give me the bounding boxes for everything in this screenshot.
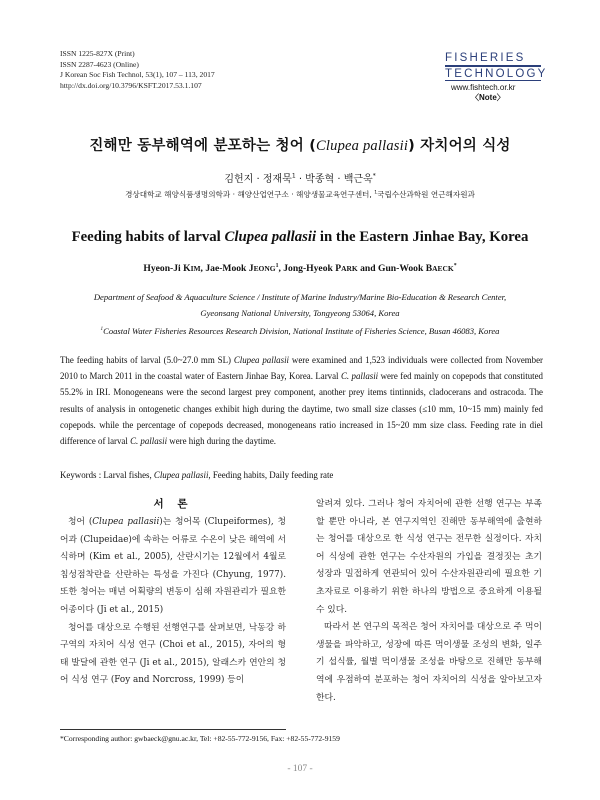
footnote-divider <box>60 729 286 730</box>
body-column-left <box>60 514 286 690</box>
korean-authors-part1: 김헌지 · 정재묵 <box>224 174 292 185</box>
korean-affiliation-sup: 1 <box>374 190 378 196</box>
abstract <box>60 352 543 449</box>
korean-affiliation-part1: 경상대학교 해양식품생명의학과 · 해양산업연구소 · 해양생물교육연구센터, <box>125 190 375 199</box>
keyword-2: Clupea pallasii <box>153 470 209 480</box>
author4-first: Gun-Wook <box>377 263 426 275</box>
english-affiliation <box>40 289 560 339</box>
english-affiliation-line3-wrap <box>40 321 560 339</box>
korean-authors <box>0 170 600 185</box>
logo-divider <box>445 65 541 67</box>
korean-title <box>0 134 600 155</box>
korean-affiliation <box>0 189 600 200</box>
abstract-part3: were fed mainly on copepods that constituted 55.2% in IRI. Monogeneans were the second largest prey component, another prey items tintinnids, cladocerans and ostracoda. The results of analysis in ontogenetic changes exhibit high during the daytime, two small size classes (≤10 mm, 10~15 mm) mainly fed copepods. while the percentage of copepods decreased, monogeneans ratio increased in 15~20 mm size class. Feeding rate in diel difference of larval <box>60 371 543 447</box>
author-sep2: , <box>278 263 284 275</box>
intro-paragraph-4: 따라서 본 연구의 목적은 청어 자치어를 대상으로 주 먹이생물을 파악하고, 성장에 따른 먹이생물 조성의 변화, 일주기 섭식률, 월별 먹이생물 조성을 바탕으로 진해만 동부해역에 우점하여 분포하는 청어 자치어의 식성을 알아보고자 한다. <box>316 622 542 703</box>
intro-paragraph-2: 청어를 대상으로 수행된 선행연구를 살펴보면, 낙동강 하구역의 자치어 식성 연구 (Choi et al., 2015), 자어의 형태 발달에 관한 연구 (Ji et al., 2015), 알래스카 연안의 청어 식성 연구 (Foy and Norcross, 1999) 등이 <box>60 622 286 686</box>
author-sep1: , <box>200 263 206 275</box>
author1-last-cap: K <box>183 263 191 275</box>
issn-online: ISSN 2287-4623 (Online) <box>60 59 139 69</box>
abstract-species2: C. pallasii <box>340 371 379 382</box>
logo-line2: TECHNOLOGY <box>445 68 548 80</box>
english-title-species: Clupea pallasii <box>224 229 317 245</box>
author4-sup: * <box>453 263 457 269</box>
korean-title-species: Clupea pallasii <box>316 138 409 154</box>
article-type-label: 〈Note〉 <box>471 93 505 102</box>
author1-last-rest: IM <box>190 264 201 274</box>
abstract-part4: were high during the daytime. <box>167 436 276 447</box>
author3-first: Jong-Hyeok <box>283 263 336 275</box>
author2-last-rest: EONG <box>253 264 276 274</box>
korean-title-after: ) 자치어의 식성 <box>408 138 511 154</box>
intro-paragraph-3: 알려져 있다. 그러나 청어 자치어에 관한 선행 연구는 부족할 뿐만 아니라, 본 연구지역인 진해만 동부해역에 출현하는 청어를 대상으로 한 식성 연구는 전무한 실정이다. 자치어 식성에 관한 연구는 수산자원의 가입을 결정짓는 초기 성장과 밀접하게 연관되어 있어 수산자원관리에 필요한 기초자료로 이용하기 위한 하나의 방법으로 중요하게 이용될 수 있다. <box>316 499 542 615</box>
author2-last-cap: J <box>248 263 254 275</box>
keyword-1: Larval fishes, <box>103 470 154 480</box>
abstract-part1: The feeding habits of larval (5.0~27.0 mm SL) <box>60 355 234 365</box>
author3-last-rest: ARK <box>341 264 358 274</box>
logo-line1: FISHERIES <box>445 52 526 64</box>
korean-author-sup1: 1 <box>291 172 296 180</box>
english-affiliation-line2: Gyeonsang National University, Tongyeong 53064, Korea <box>200 308 400 318</box>
keywords-label: Keywords : <box>60 470 104 480</box>
english-title <box>0 229 600 246</box>
author2-sup: 1 <box>275 263 279 269</box>
author4-last-cap: B <box>425 263 433 275</box>
journal-url-link[interactable]: www.fishtech.or.kr <box>451 83 516 92</box>
corresponding-author-footnote: *Corresponding author: gwbaeck@gnu.ac.kr, Tel: +82-55-772-9156, Fax: +82-55-772-9159 <box>60 734 340 743</box>
issn-print: ISSN 1225-827X (Print) <box>60 49 135 58</box>
citation: J Korean Soc Fish Technol, 53(1), 107 – 113, 2017 <box>60 70 215 80</box>
korean-affiliation-part2: 국립수산과학원 연근해자원과 <box>377 190 475 199</box>
section-heading-introduction: 서 론 <box>153 498 193 510</box>
korean-author-sup2: * <box>372 172 376 180</box>
korean-authors-part2: · 박종혁 · 백근욱 <box>295 174 373 185</box>
author4-last-rest: AECK <box>432 264 454 274</box>
abstract-species3: C. pallasii <box>130 436 168 447</box>
english-title-after: in the Eastern Jinhae Bay, Korea <box>316 229 529 245</box>
english-authors <box>0 263 600 274</box>
author3-last-cap: P <box>335 263 342 275</box>
doi-link[interactable]: http://dx.doi.org/10.3796/KSFT.2017.53.1.107 <box>60 80 202 90</box>
abstract-species1: Clupea pallasii <box>233 355 290 365</box>
author2-first: Jae-Mook <box>205 263 249 275</box>
logo-underline <box>445 80 541 81</box>
journal-logo <box>445 52 548 103</box>
english-affiliation-line1: Department of Seafood & Aquaculture Science / Institute of Marine Industry/Marine Bio-Education & Research Center, <box>93 292 507 302</box>
author-and: and <box>357 263 378 275</box>
intro-paragraph-1 <box>60 514 286 620</box>
intro-p1-part2: )는 청어목 (Clupeiformes), 청어과 (Clupeidae)에 속하는 어류로 수온이 낮은 해역에 서식하며 (Kim et al., 2005), 산란시기는 12월에서 4월로 침성점착란을 산란하는 특성을 가진다 (Chyung, 1977). 또한 청어는 매년 어획량의 변동이 심해 자원관리가 필요한 어종이다 (Ji et al., 2015) <box>60 517 286 615</box>
keyword-3: , Feeding habits, Daily feeding rate <box>208 470 334 480</box>
english-title-before: Feeding habits of larval <box>71 229 225 245</box>
intro-p1-species: Clupea pallasii <box>92 517 160 527</box>
abstract-part2: were examined and 1,523 individuals were collected from November 2010 to March 2011 in the coastal water of Eastern Jinhae Bay, Korea. Larval <box>60 355 543 382</box>
english-affiliation-line3: Coastal Water Fisheries Resources Research Division, National Institute of Fisheries Science, Busan 46083, Korea <box>103 325 500 336</box>
intro-p1-part1: 청어 ( <box>68 517 93 527</box>
page-number: - 107 - <box>287 764 313 774</box>
english-affiliation-sup: 1 <box>100 326 104 332</box>
keywords <box>60 470 543 480</box>
journal-metadata <box>60 49 215 91</box>
author1-first: Hyeon-Ji <box>143 263 184 275</box>
body-column-right <box>316 496 542 707</box>
korean-title-before: 진해만 동부해역에 분포하는 청어 ( <box>89 138 317 154</box>
